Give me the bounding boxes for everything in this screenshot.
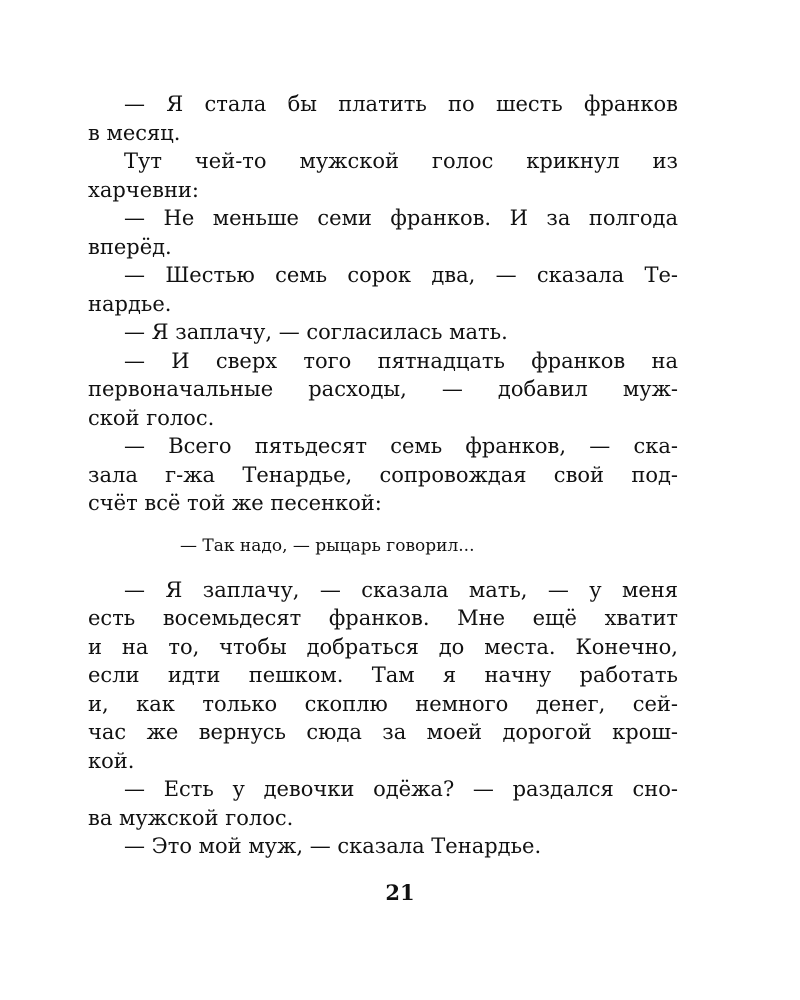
text-line: вперёд. xyxy=(88,234,172,259)
text-line: — Это мой муж, — сказала Тенардье. xyxy=(124,834,542,858)
text-line: счёт всё той же песенкой: xyxy=(88,491,382,515)
text-line: — Шестью семь сорок два, — сказала Те- xyxy=(124,263,678,287)
text-line: и на то, чтобы добраться до места. Конечно, xyxy=(88,634,678,659)
text-line: в месяц. xyxy=(88,120,181,145)
text-line: — Я заплачу, — сказала мать, — у меня xyxy=(124,577,678,602)
text-line: — И сверх того пятнадцать франков на xyxy=(124,348,678,373)
text-line: первоначальные расходы, — добавил муж- xyxy=(88,377,678,401)
text-line: ва мужской голос. xyxy=(88,805,294,830)
text-line: зала г-жа Тенардье, сопровождая свой под- xyxy=(88,462,678,487)
text-line: — Не меньше семи франков. И за полгода xyxy=(124,206,678,230)
text-line: — Есть у девочки одёжа? — раздался сно- xyxy=(124,777,678,801)
text-line: — Я заплачу, — согласилась мать. xyxy=(124,320,508,344)
text-line: есть восемьдесят франков. Мне ещё хватит xyxy=(88,606,678,630)
text-line: ской голос. xyxy=(88,405,215,430)
text-line: Тут чей-то мужской голос крикнул из xyxy=(124,149,678,173)
text-line: и, как только скоплю немного денег, сей- xyxy=(88,691,678,716)
text-line: нардье. xyxy=(88,291,172,316)
text-line: харчевни: xyxy=(88,177,200,202)
page-number: 21 xyxy=(385,880,415,905)
verse-line: — Так надо, — рыцарь говорил... xyxy=(180,535,475,556)
text-line: — Всего пятьдесят семь франков, — ска- xyxy=(124,434,678,458)
text-line: — Я стала бы платить по шесть франков xyxy=(124,92,678,116)
text-line: кой. xyxy=(88,748,135,773)
page-body xyxy=(88,90,678,861)
text-line: час же вернусь сюда за моей дорогой крош- xyxy=(88,720,678,744)
text-line: если идти пешком. Там я начну работать xyxy=(88,663,678,687)
